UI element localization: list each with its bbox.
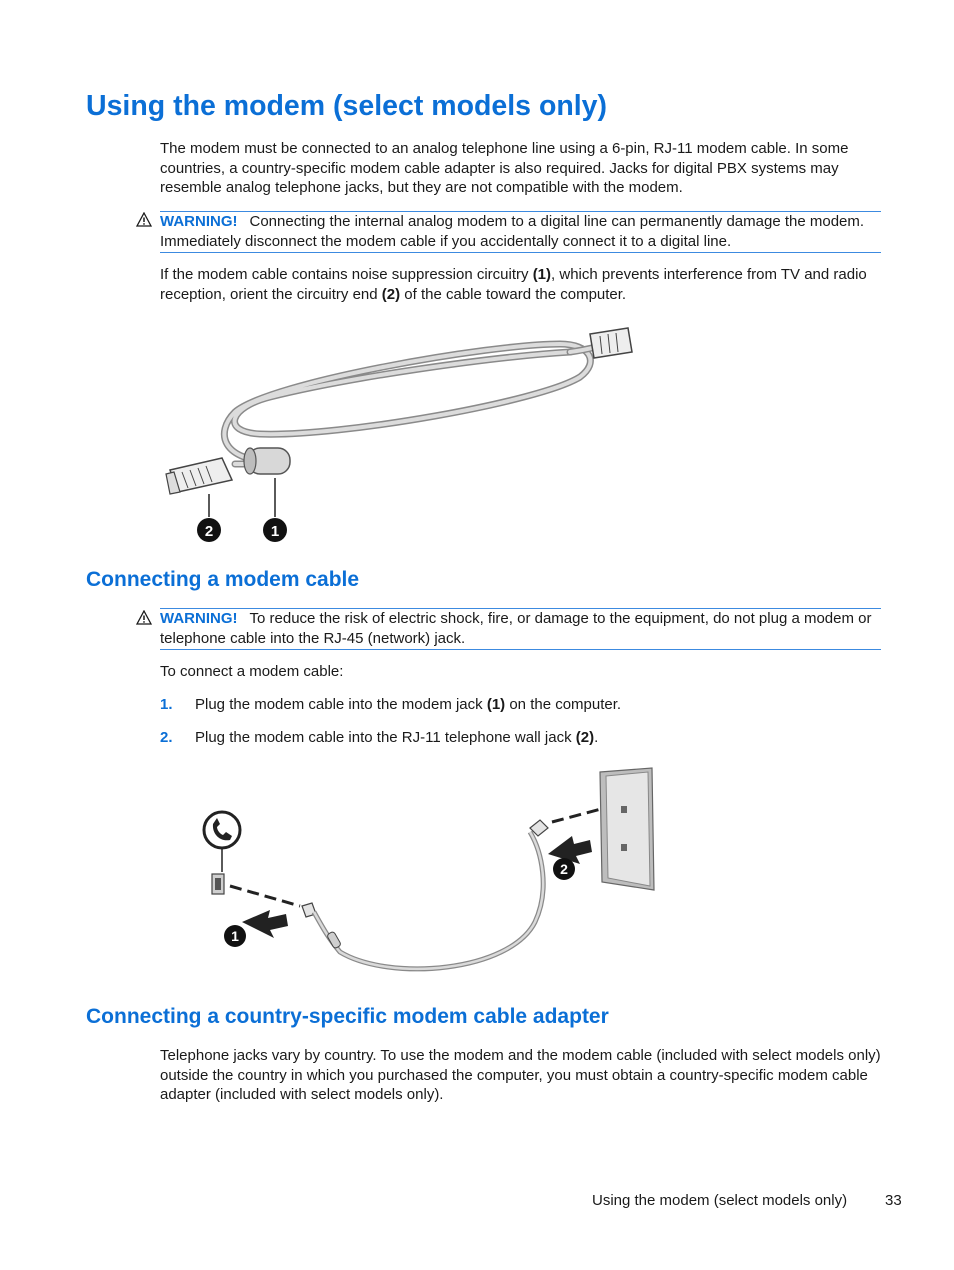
text-run: Plug the modem cable into the RJ-11 telephone wall jack <box>195 729 576 746</box>
steps-lead: To connect a modem cable: <box>160 663 344 680</box>
warning-box-2 <box>160 608 881 650</box>
step-number: 1. <box>160 696 173 713</box>
text-run: , which prevents interference from TV and radio reception, orient the circuitry end <box>160 266 867 303</box>
page-title: Using the modem (select models only) <box>86 90 608 122</box>
section-heading-country-specific-adapter: Connecting a country-specific modem cable adapter <box>86 1005 609 1028</box>
text-run: If the modem cable contains noise suppression circuitry <box>160 266 533 283</box>
callout-ref: (1) <box>486 696 506 713</box>
callout-ref: (2) <box>381 285 401 303</box>
text-run: Plug the modem cable into the modem jack <box>195 696 487 713</box>
telephone-wall-jack <box>600 768 654 890</box>
step-number: 2. <box>160 729 173 746</box>
warning-label: WARNING! <box>160 213 238 230</box>
text-run: . <box>594 729 599 746</box>
callout-2-label: 2 <box>204 523 214 540</box>
arrow-1 <box>242 910 288 938</box>
warning-icon <box>136 610 152 625</box>
warning-icon <box>136 212 152 227</box>
modem-cable-illustration <box>160 322 640 547</box>
section-heading-connecting-modem-cable: Connecting a modem cable <box>86 568 360 591</box>
warning-label: WARNING! <box>160 610 238 627</box>
adapter-paragraph: Telephone jacks vary by country. To use the modem and the modem cable (included with select models only) outside the country in which you purchased the computer, you must obtain a country-specific modem cable adapter (included with select models only). <box>160 1047 881 1103</box>
modem-connection-illustration <box>190 762 670 982</box>
connection-dashed-line-1 <box>230 886 300 906</box>
rj11-plug-end <box>166 458 232 494</box>
footer-page-number: 33 <box>885 1192 902 1209</box>
warning-box-1 <box>160 211 881 253</box>
modem-jack-icon <box>204 812 240 894</box>
footer-running-title: Using the modem (select models only) <box>592 1192 848 1209</box>
intro-paragraph: The modem must be connected to an analog telephone line using a 6-pin, RJ-11 modem cable. In some countries, a country-specific modem cable adapter is also required. Jacks for digital PBX systems may resemble analog telephone jacks, but they are not compatible with the modem. <box>160 140 849 196</box>
step-text <box>195 729 598 746</box>
warning-text: Connecting the internal analog modem to a digital line can permanently damage the modem. Immediately disconnect the modem cable if you accidentally connect it to a digital line. <box>160 213 865 250</box>
ferrite-bead <box>244 448 290 474</box>
noise-suppression-paragraph <box>160 265 882 304</box>
warning-text: To reduce the risk of electric shock, fire, or damage to the equipment, do not plug a modem or telephone cable into the RJ-45 (network) jack. <box>160 610 872 647</box>
callout-1-label: 1 <box>270 523 280 540</box>
step-text <box>195 696 621 713</box>
callout-2-label: 2 <box>560 861 568 877</box>
text-run: on the computer. <box>505 696 622 713</box>
callout-ref: (2) <box>575 729 595 746</box>
callout-1-label: 1 <box>231 928 239 944</box>
text-run: of the cable toward the computer. <box>400 285 627 303</box>
rj11-plug-far-end <box>590 328 632 358</box>
callout-ref: (1) <box>532 266 552 283</box>
